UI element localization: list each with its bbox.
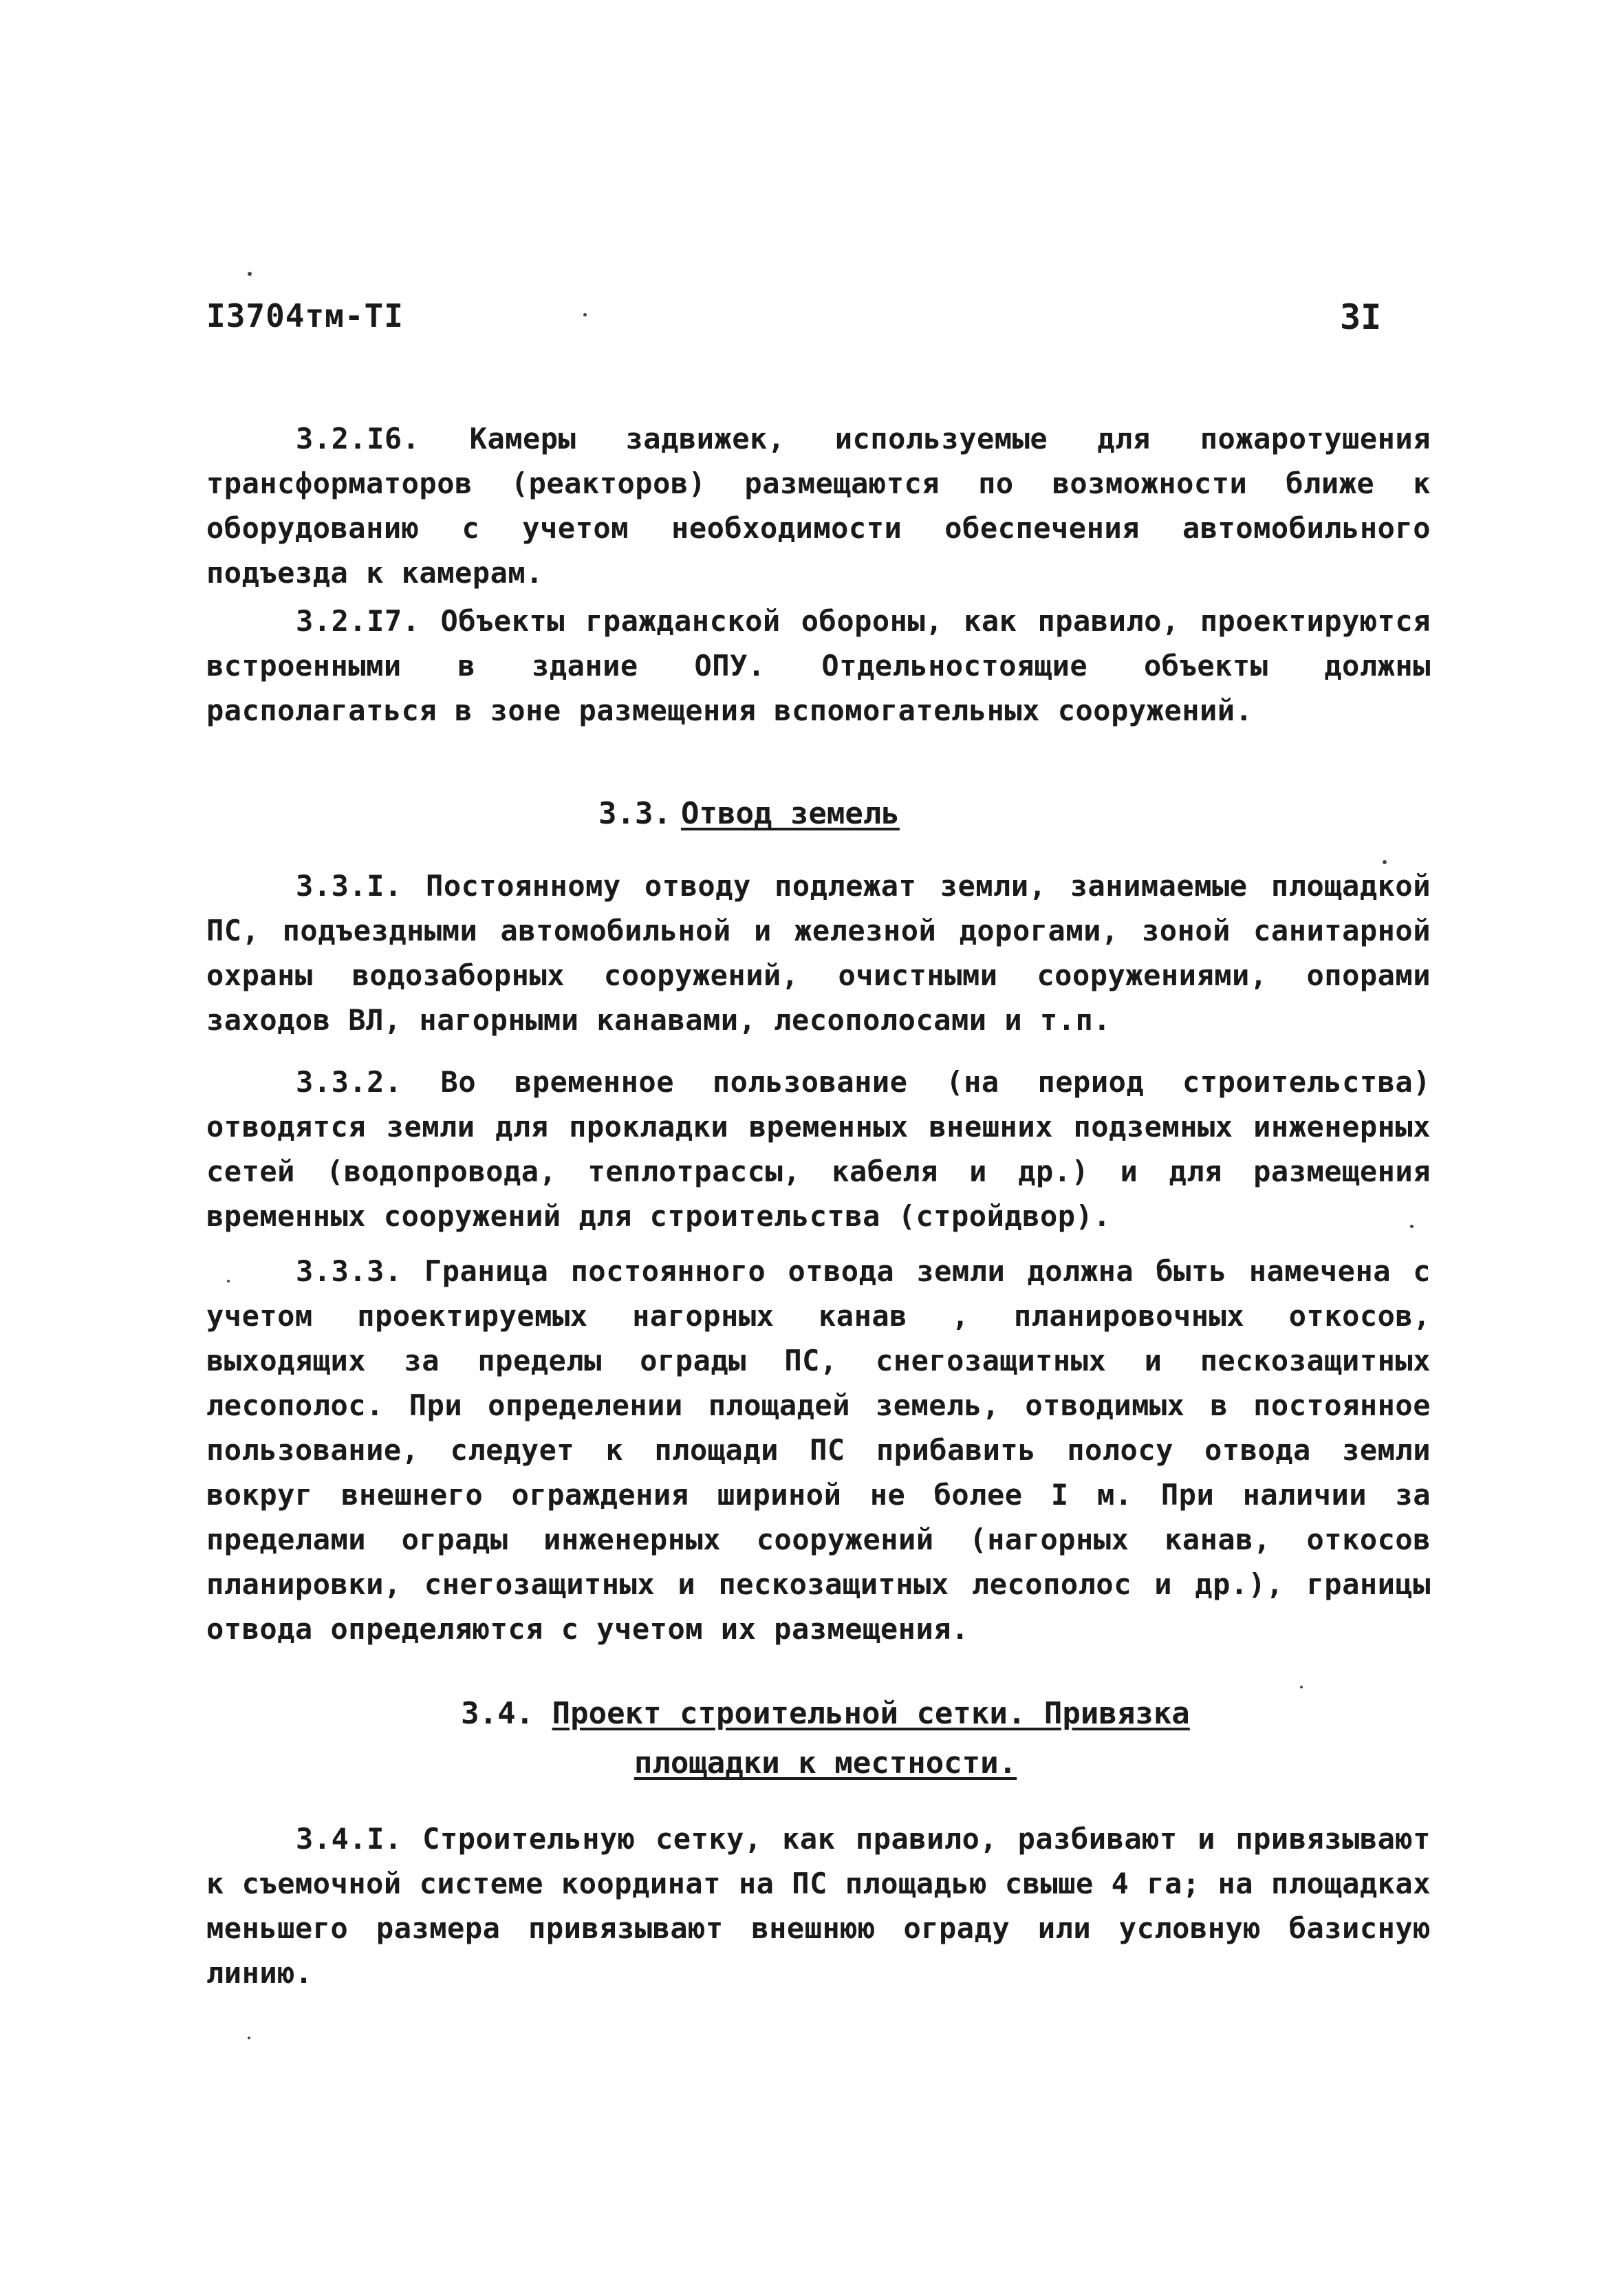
paragraph-text: Строительную сетку, как правило, разбивают и привязывают к съемочной системе координат на ПС площадью свыше 4 га; на площадках меньшего размера привязывают внешнюю ограду или условную базисную линию.: [206, 1822, 1431, 1990]
section-title: Отвод земель: [680, 796, 900, 831]
section-title-line-2: площадки к местности.: [634, 1746, 1017, 1781]
paragraph-text: Граница постоянного отвода земли должна быть намечена с учетом проектируемых нагорных канав , планировочных откосов, выходящих за пределы ограды ПС, снегозащитных и пескозащитных лесополос. При определении площадей земель, отводимых в постоянное пользование, следует к площади ПС прибавить полосу отвода земли вокруг внешнего ограждения шириной не более I м. При наличии за пределами ограды инженерных сооружений (нагорных канав, откосов планировки, снегозащитных и пескозащитных лесополос и др.), границы отвода определяются с учетом их размещения.: [206, 1254, 1431, 1646]
paragraph-number: 3.4.I.: [296, 1822, 402, 1856]
scan-speck: [1383, 860, 1387, 864]
section-number: 3.3.: [598, 796, 671, 831]
paragraph-3-3-3: [206, 1249, 1431, 1651]
paragraph-3-3-2: [206, 1060, 1431, 1238]
section-heading-3-4: [413, 1689, 1238, 1788]
scan-speck: [583, 313, 587, 316]
paragraph-3-2-16: [206, 416, 1431, 595]
scan-speck: [227, 1280, 230, 1282]
paragraph-number: 3.2.I7.: [296, 604, 420, 638]
section-heading-line-2: [413, 1739, 1238, 1788]
paragraph-text: Постоянному отводу подлежат земли, занимаемые площадкой ПС, подъездными автомобильной и железной дорогами, зоной санитарной охраны водозаборных сооружений, очистными сооружениями, опорами заходов ВЛ, нагорными канавами, лесополосами и т.п.: [206, 869, 1431, 1037]
paragraph-number: 3.3.I.: [296, 869, 402, 903]
paragraph-text: Во временное пользование (на период строительства) отводятся земли для прокладки временных внешних подземных инженерных сетей (водопровода, теплотрассы, кабеля и др.) и для размещения временных сооружений для строительства (стройдвор).: [206, 1065, 1431, 1233]
scan-speck: [1410, 1225, 1414, 1228]
paragraph-number: 3.2.I6.: [296, 422, 420, 455]
page-number: 3I: [1340, 297, 1382, 337]
paragraph-text: Объекты гражданской обороны, как правило, проектируются встроенными в здание ОПУ. Отдельностоящие объекты должны располагаться в зоне размещения вспомогательных сооружений.: [206, 604, 1431, 727]
section-title-line-1: Проект строительной сетки. Привязка: [552, 1696, 1190, 1731]
paragraph-3-2-17: [206, 599, 1431, 733]
section-number: 3.4.: [461, 1696, 534, 1731]
document-code: I3704тм-TI: [206, 297, 404, 334]
paragraph-number: 3.3.2.: [296, 1065, 402, 1099]
section-heading-line-1: [413, 1689, 1238, 1739]
scan-speck: [248, 272, 252, 276]
paragraph-3-4-1: [206, 1816, 1431, 1995]
paragraph-3-3-1: [206, 863, 1431, 1042]
paragraph-text: Камеры задвижек, используемые для пожаротушения трансформаторов (реакторов) размещаются по возможности ближе к оборудованию с учетом необходимости обеспечения автомобильного подъезда к камерам.: [206, 422, 1431, 590]
scan-speck: [248, 2037, 250, 2039]
section-heading-3-3: [598, 791, 900, 836]
paragraph-number: 3.3.3.: [296, 1254, 402, 1288]
scan-speck: [1300, 1686, 1303, 1688]
